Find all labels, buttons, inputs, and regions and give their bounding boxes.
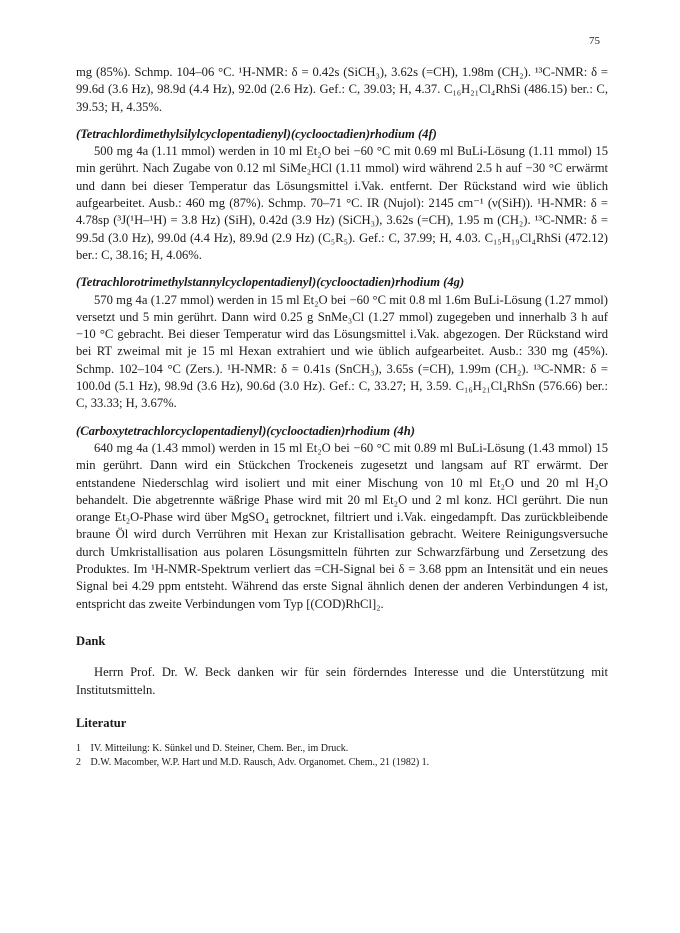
paragraph-4h: 640 mg 4a (1.43 mmol) werden in 15 ml Et₂O bei −60 °C mit 0.89 ml BuLi-Lösung (1.43 mmol) 15 min gerührt. Dann wird ein Stückchen Trockeneis zugesetzt und langsam auf RT erwärmt. Der entstandene Niederschlag wird isoliert und mit einer Mischung von 10 ml Et₂O und 20 ml H₂O behandelt. Die abgetrennte wäßrige Phase wird mit 20 ml Et₂O und 2 ml konz. HCl gerührt. Die nun orange Et₂O-Phase wird über MgSO₄ getrocknet, filtriert und i.Vak. eingedampft. Das zurückbleibende braune Öl wird durch Verrühren mit Hexan zur Kristallisation gebracht. Weitere Reinigungsversuche durch Umkristallisation aus polaren Lösungsmitteln führten zur Schwarzfärbung und Zersetzung des Produktes. Im ¹H-NMR-Spektrum verliert das =CH-Signal bei δ = 3.68 ppm an Intensität und ein neues Signal bei 4.29 ppm entsteht. Während das erste Signal ähnlich denen der anderen Verbindungen 4 ist, entspricht das zweite Verbindungen vom Typ [(COD)RhCl]₂. [76,440,608,611]
reference-item [76,742,608,756]
acknowledgement-text: Herrn Prof. Dr. W. Beck danken wir für sein förderndes Interesse und die Unterstützung mit Institutsmitteln. [76,665,608,697]
reference-number: 1 [76,743,81,755]
page-number: 75 [589,35,600,47]
literature-title: Literatur [76,715,127,730]
heading-4g: (Tetrachlorotrimethylstannylcyclopentadienyl)(cyclooctadien)rhodium (4g) [76,275,465,290]
paragraph-4g: 570 mg 4a (1.27 mmol) werden in 15 ml Et₂O bei −60 °C mit 0.8 ml 1.6m BuLi-Lösung (1.27 mmol) versetzt und 5 min gerührt. Dann wird 0.25 g SnMe₃Cl (1.27 mmol) zugegeben und innerhalb 3 h auf −10 °C gebracht. Bei dieser Temperatur wird das Lösungsmittel i.Vak. abgezogen. Der Rückstand wird bei RT zweimal mit je 15 ml Hexan extrahiert und wie üblich aufgearbeitet. Ausb.: 330 mg (45%). Schmp. 102–104 °C (Zers.). ¹H-NMR: δ = 0.41s (SnCH₃), 3.65s (=CH), 1.99m (CH₂). ¹³C-NMR: δ = 100.0d (5.1 Hz), 98.9d (3.6 Hz), 90.6d (3.0 Hz). Gef.: C, 33.27; H, 3.59. C₁₆H₂₁Cl₄RhSn (576.66) ber.: C, 33.33; H, 3.67%. [76,292,608,411]
reference-number: 2 [76,757,81,769]
acknowledgement-title: Dank [76,633,106,648]
article-body [76,64,608,770]
heading-4f: (Tetrachlordimethylsilylcyclopentadienyl)(cyclooctadien)rhodium (4f) [76,126,437,141]
paragraph-4f: 500 mg 4a (1.11 mmol) werden in 10 ml Et₂O bei −60 °C mit 0.69 ml BuLi-Lösung (1.11 mmol) 15 min gerührt. Nach Zugabe von 0.12 ml SiMe₂HCl (1.11 mmol) wird während 2.5 h auf −30 °C erwärmt und dann bei dieser Temperatur das Lösungsmittel i.Vak. entfernt. Der Rückstand wird wie üblich aufgearbeitet. Ausb.: 460 mg (87%). Schmp. 70–71 °C. IR (Nujol): 2145 cm⁻¹ (ν(SiH)). ¹H-NMR: δ = 4.78sp (³J(¹H–¹H) = 3.8 Hz) (SiH), 0.42d (3.9 Hz) (SiCH₃), 3.62s (=CH), 1.95 m (CH₂). ¹³C-NMR: δ = 99.5d (3.0 Hz), 99.0d (4.4 Hz), 89.9d (2.9 Hz) (C₅R₅). Gef.: C, 37.99; H, 4.03. C₁₅H₁₉Cl₄RhSi (472.12) ber.: C, 38.16; H, 4.06%. [76,144,608,262]
reference-item [76,756,608,770]
reference-text: IV. Mitteilung: K. Sünkel und D. Steiner, Chem. Ber., im Druck. [90,743,349,755]
intro-paragraph: mg (85%). Schmp. 104–06 °C. ¹H-NMR: δ = 0.42s (SiCH₃), 3.62s (=CH), 1.98m (CH₂). ¹³C-NMR: δ = 99.6d (3.6 Hz), 98.9d (4.4 Hz), 92.0d (2.6 Hz). Gef.: C, 39.03; H, 4.37. C₁₆H₂₁Cl₄RhSi (486.15) ber.: C, 39.53; H, 4.35%. [76,65,608,114]
reference-text: D.W. Macomber, W.P. Hart und M.D. Rausch, Adv. Organomet. Chem., 21 (1982) 1. [90,757,430,769]
heading-4h: (Carboxytetrachlorcyclopentadienyl)(cyclooctadien)rhodium (4h) [76,423,415,438]
reference-list [76,742,608,770]
